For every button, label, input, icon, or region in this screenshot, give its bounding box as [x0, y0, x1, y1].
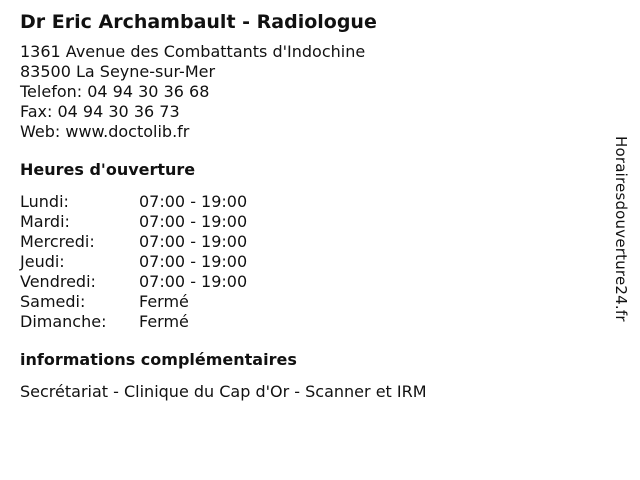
day-hours: Fermé	[139, 312, 189, 331]
hours-row	[20, 252, 600, 272]
day-label: Mercredi:	[20, 232, 95, 251]
address-block	[20, 42, 600, 142]
day-hours: 07:00 - 19:00	[139, 212, 248, 231]
hours-row	[20, 232, 600, 252]
day-hours: 07:00 - 19:00	[139, 232, 248, 251]
info-heading: informations complémentaires	[20, 350, 297, 369]
day-label: Jeudi:	[20, 252, 65, 271]
hours-row	[20, 272, 600, 292]
day-label: Samedi:	[20, 292, 86, 311]
info-text: Secrétariat - Clinique du Cap d'Or - Scanner et IRM	[20, 382, 427, 401]
day-hours: 07:00 - 19:00	[139, 272, 248, 291]
day-hours: Fermé	[139, 292, 189, 311]
day-label: Lundi:	[20, 192, 69, 211]
day-label: Vendredi:	[20, 272, 96, 291]
hours-heading: Heures d'ouverture	[20, 160, 196, 179]
hours-row	[20, 212, 600, 232]
day-label: Mardi:	[20, 212, 70, 231]
business-card	[20, 10, 600, 402]
city-address: 83500 La Seyne-sur-Mer	[20, 62, 216, 81]
phone-number: Telefon: 04 94 30 36 68	[20, 82, 210, 101]
hours-table	[20, 192, 600, 332]
street-address: 1361 Avenue des Combattants d'Indochine	[20, 42, 366, 61]
hours-row	[20, 192, 600, 212]
day-label: Dimanche:	[20, 312, 107, 331]
page-title: Dr Eric Archambault - Radiologue	[20, 11, 377, 33]
hours-row	[20, 292, 600, 312]
hours-row	[20, 312, 600, 332]
day-hours: 07:00 - 19:00	[139, 252, 248, 271]
fax-number: Fax: 04 94 30 36 73	[20, 102, 180, 121]
site-watermark: Horairesdouverture24.fr	[612, 136, 630, 322]
day-hours: 07:00 - 19:00	[139, 192, 248, 211]
website: Web: www.doctolib.fr	[20, 122, 190, 141]
